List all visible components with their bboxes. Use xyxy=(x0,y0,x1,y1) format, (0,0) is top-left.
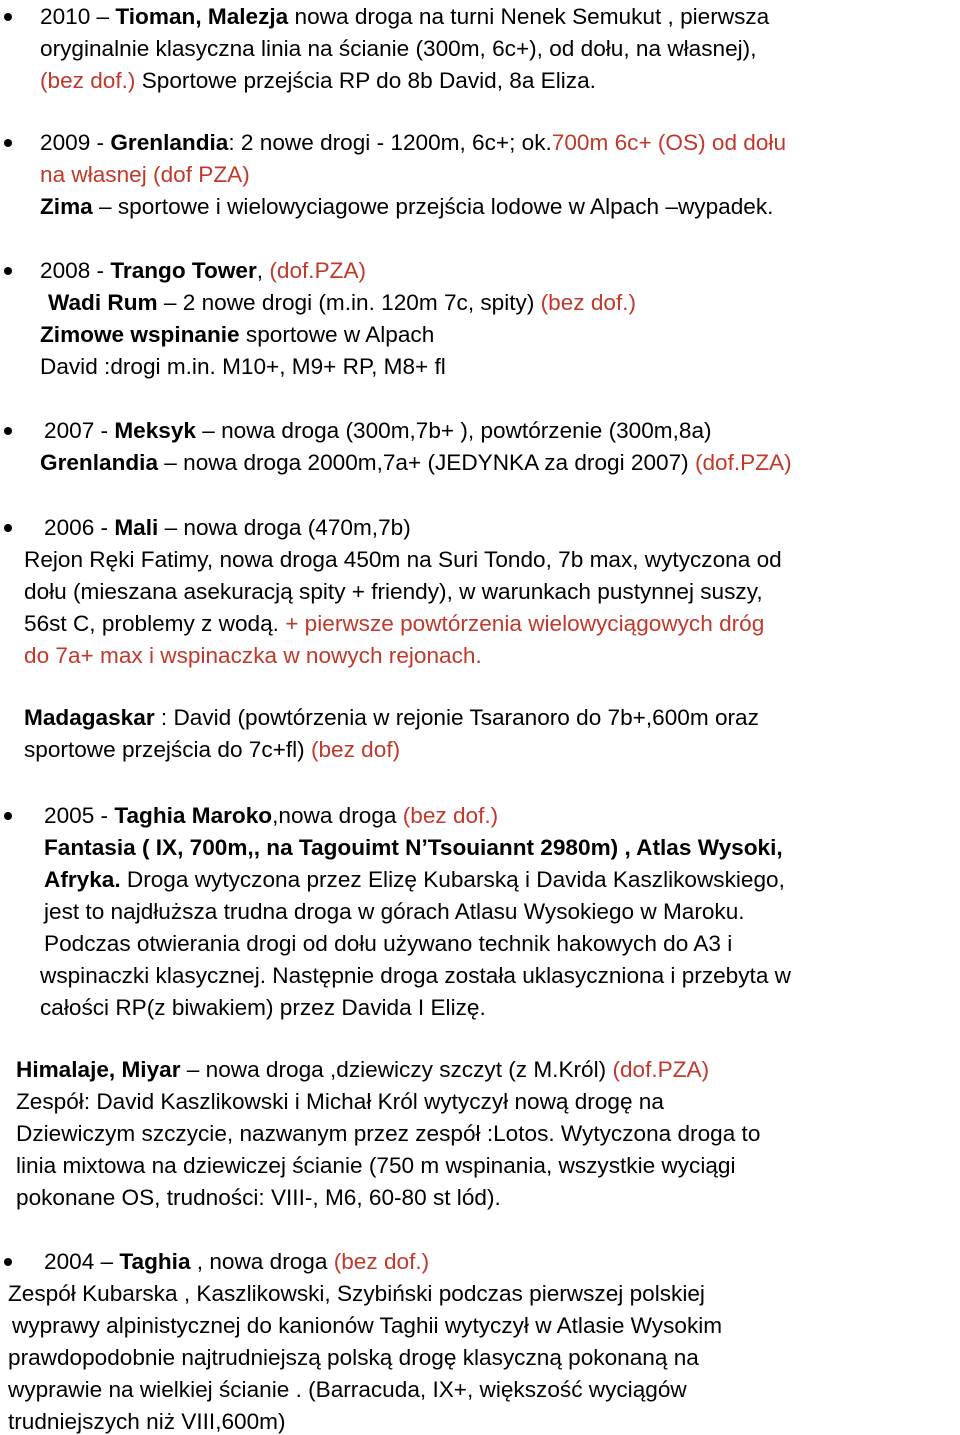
text-line xyxy=(8,1345,699,1371)
text-run: wyprawy alpinistycznej do kanionów Taghii wytyczył w Atlasie Wysokim xyxy=(12,1313,723,1338)
text-run: , nowa droga xyxy=(190,1249,334,1274)
text-line xyxy=(40,995,486,1021)
highlight-text: na własnej xyxy=(40,162,147,187)
text-run: Rejon Ręki Fatimy, nowa droga 450m na Suri Tondo, 7b max, wytyczona od xyxy=(24,547,782,572)
text-run: Zespół: David Kaszlikowski i Michał Król wytyczył nową drogę na xyxy=(16,1089,664,1114)
bold-text: Taghia Maroko xyxy=(114,803,273,828)
text-line xyxy=(40,68,596,94)
text-run: 2004 – xyxy=(44,1249,120,1274)
text-line xyxy=(24,611,764,637)
highlight-text: PZA) xyxy=(657,1057,710,1082)
text-run: – sportowe i wielowyciagowe przejścia lodowe w Alpach –wypadek. xyxy=(92,194,774,219)
text-run: pokonane OS, trudności: VIII-, M6, 60-80 st lód). xyxy=(16,1185,501,1210)
text-run: Droga wytyczona przez Elizę Kubarską i Davida Kaszlikowskiego, xyxy=(120,867,785,892)
text-line xyxy=(44,899,745,925)
text-run: sportowe w Alpach xyxy=(239,322,435,347)
text-run: 2007 - xyxy=(44,418,115,443)
bold-text: Zimowe wspinanie xyxy=(40,322,240,347)
text-run: Sportowe przejścia RP do 8b David, 8a Eliza. xyxy=(135,68,596,93)
highlight-text: 700m 6c+ (OS) od dołu xyxy=(551,130,787,155)
text-run: – 2 nowe drogi (m.in. 120m 7c, spity) xyxy=(157,290,541,315)
bold-text: Trango Tower xyxy=(110,258,257,283)
bold-text: Grenlandia xyxy=(40,450,159,475)
text-line xyxy=(24,737,400,763)
text-line xyxy=(48,290,636,316)
highlight-text: do 7a+ max i wspinaczka w nowych rejonach. xyxy=(24,643,482,668)
bold-text: Grenlandia xyxy=(110,130,229,155)
text-run: trudniejszych niż VIII,600m) xyxy=(8,1409,286,1434)
text-line xyxy=(40,162,250,188)
text-line xyxy=(40,4,769,30)
highlight-text: (dof. xyxy=(694,450,741,475)
text-line xyxy=(40,450,792,476)
highlight-text: + pierwsze powtórzenia wielowyciągowych dróg xyxy=(285,611,765,636)
text-line xyxy=(40,322,434,348)
text-line xyxy=(16,1153,736,1179)
text-run: 2008 - xyxy=(40,258,111,283)
text-run: linia mixtowa na dziewiczej ścianie (750 m wspinania, wszystkie wyciągi xyxy=(16,1153,736,1178)
bold-text: Afryka. xyxy=(44,867,121,892)
text-run: nowa droga na turni Nenek Semukut , pierwsza xyxy=(288,4,770,29)
highlight-text: (bez dof.) xyxy=(402,803,499,828)
text-run: ,nowa droga xyxy=(272,803,403,828)
text-run: wspinaczki klasycznej. Następnie droga została uklasyczniona i przebyta w xyxy=(40,963,791,988)
text-line xyxy=(40,354,446,380)
highlight-text: (dof. xyxy=(269,258,315,283)
text-line xyxy=(24,643,482,669)
text-line xyxy=(40,130,786,156)
text-line xyxy=(24,705,759,731)
highlight-text: PZA) xyxy=(740,450,792,475)
text-run: dołu (mieszana asekuracją spity + friendy), w warunkach pustynnej suszy, xyxy=(24,579,763,604)
text-run: całości RP(z biwakiem) przez Davida I Elizę. xyxy=(40,995,486,1020)
text-run: 2006 - xyxy=(44,515,115,540)
text-run: – nowa droga (300m,7b+ ), powtórzenie (300m,8a) xyxy=(196,418,712,443)
text-line xyxy=(44,1249,429,1275)
text-line xyxy=(44,931,732,957)
text-run: jest to najdłuższa trudna droga w górach Atlasu Wysokiego w Maroku. xyxy=(44,899,745,924)
bold-text: Mali xyxy=(114,515,159,540)
highlight-text: (bez dof.) xyxy=(40,68,136,93)
bullet-icon xyxy=(4,139,12,147)
bullet-icon xyxy=(4,13,12,21)
bold-text: Zima xyxy=(40,194,93,219)
text-line xyxy=(44,803,498,829)
bullet-icon xyxy=(4,427,12,435)
text-line xyxy=(8,1281,705,1307)
text-run: Dziewiczym szczycie, nazwanym przez zespół :Lotos. Wytyczona droga to xyxy=(16,1121,761,1146)
text-line xyxy=(24,547,782,573)
highlight-text: (bez dof) xyxy=(310,737,401,762)
highlight-text: (bez dof.) xyxy=(333,1249,430,1274)
bold-text: Wadi Rum xyxy=(48,290,158,315)
text-run: oryginalnie klasyczna linia na ścianie (300m, 6c+), od dołu, na własnej), xyxy=(40,36,757,61)
bold-text: Tioman, Malezja xyxy=(115,4,289,29)
text-line xyxy=(40,194,773,220)
bullet-icon xyxy=(4,267,12,275)
text-line xyxy=(40,963,791,989)
text-run: 56st C, problemy z wodą. xyxy=(24,611,286,636)
text-run: : David (powtórzenia w rejonie Tsaranoro do 7b+,600m oraz xyxy=(154,705,759,730)
text-line xyxy=(16,1185,501,1211)
bold-text: Madagaskar xyxy=(24,705,155,730)
text-run: David :drogi m.in. M10+, M9+ RP, M8+ fl xyxy=(40,354,446,379)
text-line xyxy=(44,835,783,861)
highlight-text: PZA) xyxy=(314,258,367,283)
text-line xyxy=(40,36,756,62)
bold-text: Fantasia ( IX, 700m,, na Tagouimt N’Tsouiannt 2980m) , Atlas Wysoki, xyxy=(44,835,783,860)
bullet-icon xyxy=(4,1258,12,1266)
text-line xyxy=(16,1057,709,1083)
text-run: 2005 - xyxy=(44,803,115,828)
text-line xyxy=(12,1313,722,1339)
text-run: Podczas otwierania drogi od dołu używano technik hakowych do A3 i xyxy=(44,931,733,956)
text-run: : 2 nowe drogi - 1200m, 6c+; ok. xyxy=(228,130,552,155)
text-run: 2009 - xyxy=(40,130,111,155)
text-line xyxy=(16,1121,760,1147)
bold-text: Taghia xyxy=(119,1249,191,1274)
bold-text: Himalaje, Miyar xyxy=(16,1057,181,1082)
text-run: Zespół Kubarska , Kaszlikowski, Szybiński podczas pierwszej polskiej xyxy=(8,1281,705,1306)
highlight-text: (dof PZA) xyxy=(146,162,250,187)
text-run: wyprawie na wielkiej ścianie . (Barracuda, IX+, większość wyciągów xyxy=(8,1377,687,1402)
text-line xyxy=(8,1377,687,1403)
highlight-text: (dof. xyxy=(612,1057,658,1082)
text-run: , xyxy=(256,258,270,283)
bullet-icon xyxy=(4,524,12,532)
text-line xyxy=(44,418,712,444)
highlight-text: (bez dof.) xyxy=(540,290,637,315)
text-run: – nowa droga (470m,7b) xyxy=(158,515,411,540)
text-line xyxy=(44,515,411,541)
text-line xyxy=(44,867,785,893)
text-line xyxy=(24,579,763,605)
text-line xyxy=(16,1089,664,1115)
bold-text: Meksyk xyxy=(114,418,196,443)
text-run: 2010 – xyxy=(40,4,116,29)
text-run: prawdopodobnie najtrudniejszą polską drogę klasyczną pokonaną na xyxy=(8,1345,699,1370)
text-run: – nowa droga 2000m,7a+ (JEDYNKA za drogi 2007) xyxy=(158,450,695,475)
bullet-icon xyxy=(4,812,12,820)
text-line xyxy=(8,1409,286,1435)
text-line xyxy=(40,258,366,284)
text-run: – nowa droga ,dziewiczy szczyt (z M.Król) xyxy=(180,1057,613,1082)
text-run: sportowe przejścia do 7c+fl) xyxy=(24,737,311,762)
